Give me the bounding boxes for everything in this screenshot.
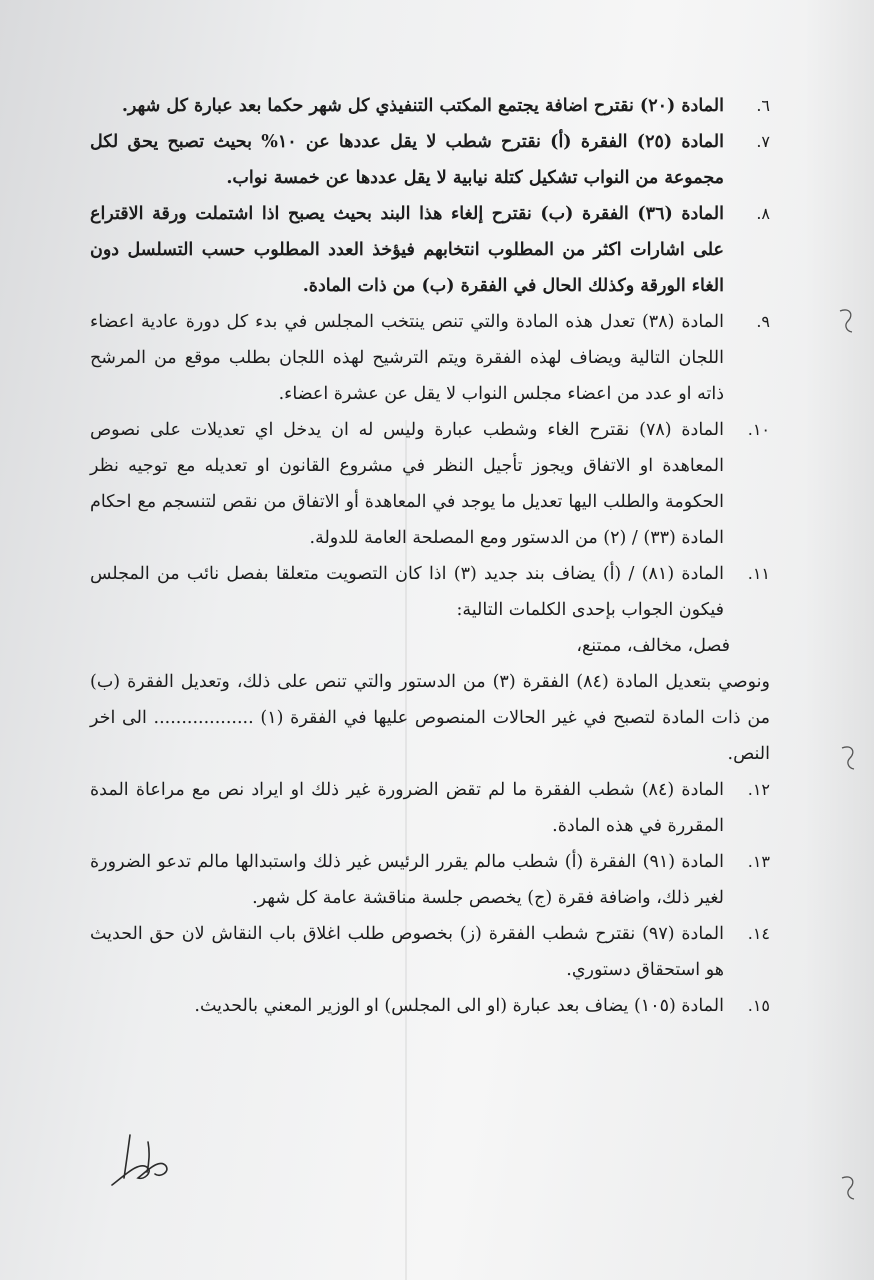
list-item <box>90 556 770 628</box>
item-number: ٨. <box>756 204 770 223</box>
item-number: ٩. <box>756 312 770 331</box>
item-number: ١١. <box>747 564 770 583</box>
list-item <box>90 196 770 304</box>
list-item <box>90 988 770 1024</box>
item-text: المادة (٩١) الفقرة (أ) شطب مالم يقرر الرئيس غير ذلك واستبدالها مالم تدعو الضرورة لغير ذلك، واضافة فقرة (ج) يخصص جلسة مناقشة عامة كل شهر. <box>90 852 724 908</box>
item-number: ٧. <box>756 132 770 151</box>
item-text: المادة (٣٦) الفقرة (ب) نقترح إلغاء هذا البند بحيث يصبح اذا اشتملت ورقة الاقتراع على اشارات اكثر من المطلوب انتخابهم فيؤخذ العدد المطلوب حسب التسلسل دون الغاء الورقة وكذلك الحال في الفقرة (ب) من ذات المادة. <box>90 204 724 296</box>
item-text: المادة (٧٨) نقترح الغاء وشطب عبارة وليس له ان يدخل اي تعديلات على نصوص المعاهدة او الاتفاق ويجوز تأجيل النظر في مشروع القانون او تعديله مع توجيه نظر الحكومة والطلب اليها تعديل ما يوجد في المعاهدة أو الاتفاق من نقص لتنسجم مع احكام المادة (٣٣) / (٢) من الدستور ومع المصلحة العامة للدولة. <box>90 420 724 548</box>
item-number: ١٥. <box>747 996 770 1015</box>
item-number: ١٠. <box>747 420 770 439</box>
list-item <box>90 844 770 916</box>
item-text: المادة (٨٤) شطب الفقرة ما لم تقض الضرورة غير ذلك او ايراد نص مع مراعاة المدة المقررة في هذه المادة. <box>90 780 725 836</box>
item11-recommendation: ونوصي بتعديل المادة (٨٤) الفقرة (٣) من الدستور والتي تنص على ذلك، وتعديل الفقرة (ب) من ذات المادة لتصبح في غير الحالات المنصوص عليها في الفقرة (١) .................. الى اخر النص. <box>90 672 771 764</box>
list-item <box>90 412 770 556</box>
list-item <box>90 88 770 124</box>
item-text: المادة (٢٥) الفقرة (أ) نقترح شطب لا يقل عددها عن ١٠% بحيث تصبح يحق لكل مجموعة من النواب تشكيل كتلة نيابية لا يقل عددها عن خمسة نواب. <box>90 132 724 188</box>
scan-mark-icon <box>836 305 858 335</box>
item-text: المادة (١٠٥) يضاف بعد عبارة (او الى المجلس) او الوزير المعني بالحديث. <box>194 996 724 1016</box>
scan-mark-icon <box>838 742 860 772</box>
list-item <box>90 124 770 196</box>
item-text: المادة (٩٧) نقترح شطب الفقرة (ز) بخصوص طلب اغلاق باب النقاش لان حق الحديث هو استحقاق دستوري. <box>90 924 724 980</box>
page-edge-shadow <box>804 0 874 1280</box>
item-number: ١٣. <box>747 852 770 871</box>
list-item <box>90 304 770 412</box>
item11-options: فصل، مخالف، ممتنع، <box>576 636 730 656</box>
item-number: ١٢. <box>747 780 770 799</box>
item-number: ١٤. <box>747 924 770 943</box>
item-number: ٦. <box>756 96 770 115</box>
item-text: المادة (٢٠) نقترح اضافة يجتمع المكتب التنفيذي كل شهر حكما بعد عبارة كل شهر. <box>121 96 724 116</box>
item-text: المادة (٨١) / (أ) يضاف بند جديد (٣) اذا كان التصويت متعلقا بفصل نائب من المجلس فيكون الجواب بإحدى الكلمات التالية: <box>90 564 725 620</box>
list-item <box>90 772 770 844</box>
list-item <box>90 916 770 988</box>
scan-mark-icon <box>838 1172 860 1202</box>
item-text: المادة (٣٨) تعدل هذه المادة والتي تنص ينتخب المجلس في بدء كل دورة عادية اعضاء اللجان التالية ويضاف لهذه الفقرة ويتم الترشيح لهذه اللجان بطلب موقع من المرشح ذاته او عدد من اعضاء مجلس النواب لا يقل عن عشرة اعضاء. <box>90 312 724 404</box>
document-body <box>90 88 770 1024</box>
handwritten-signature <box>100 1130 190 1200</box>
